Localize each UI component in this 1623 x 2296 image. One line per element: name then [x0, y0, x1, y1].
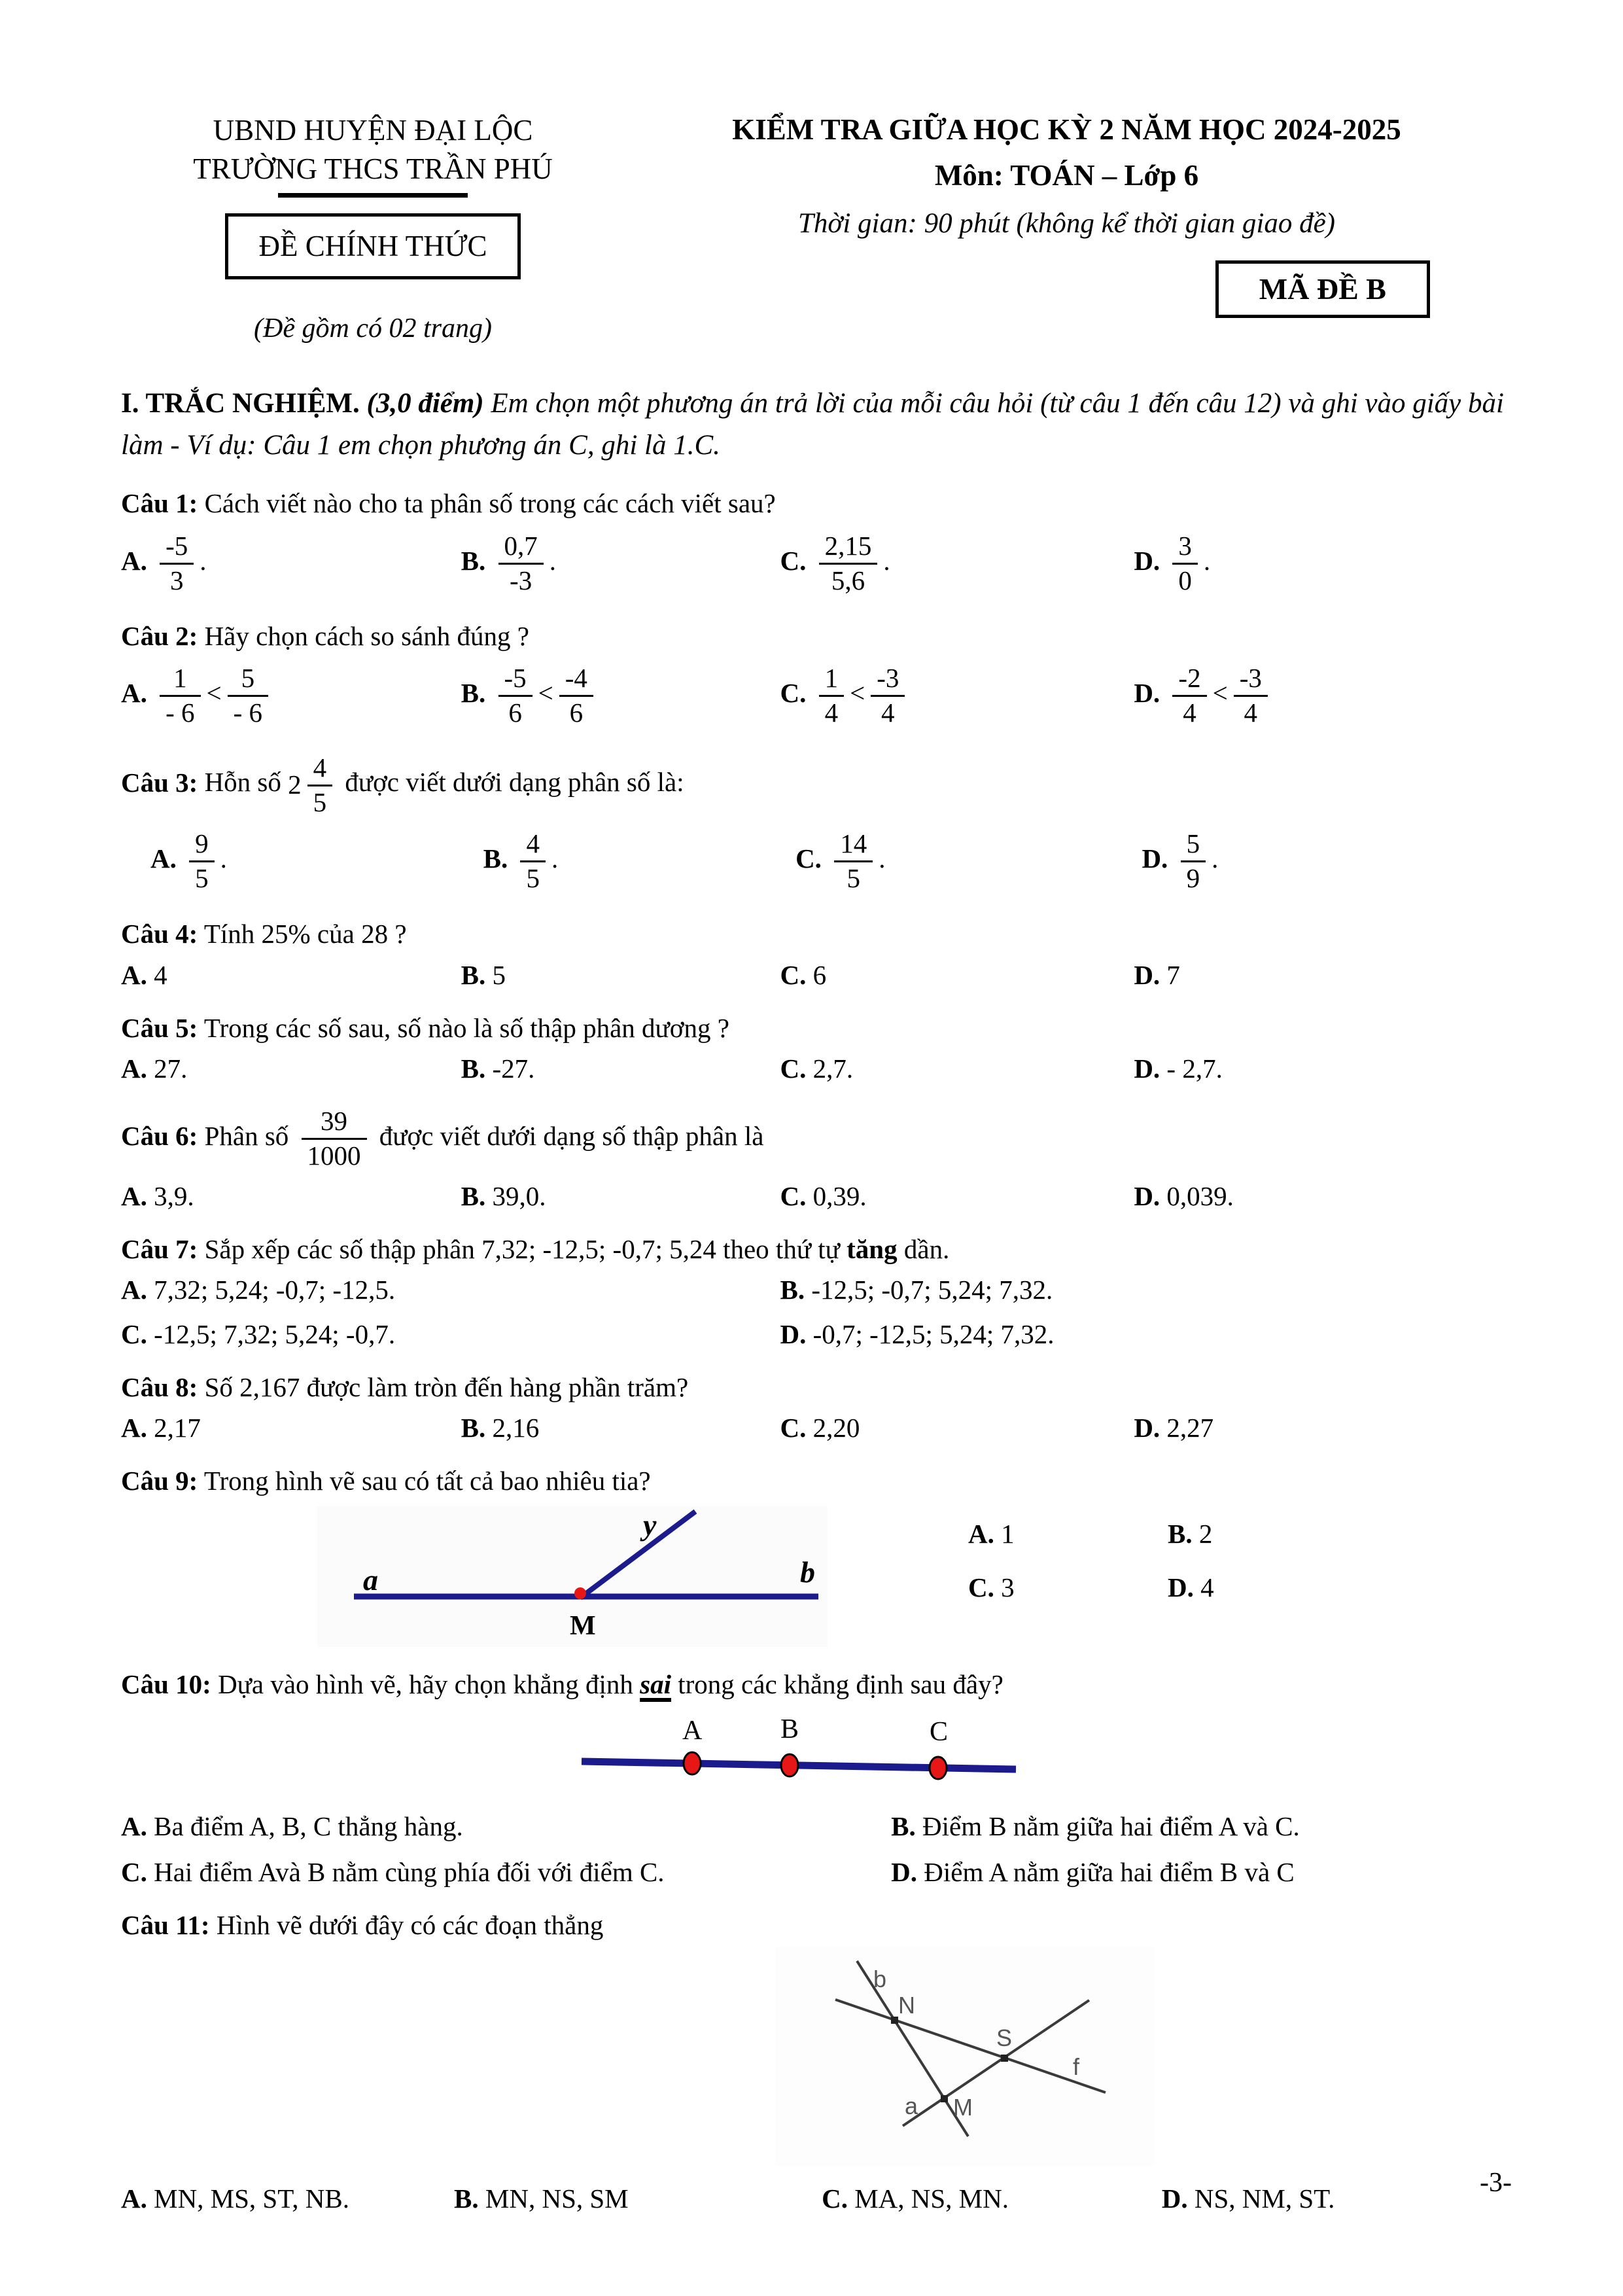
- option-key: B.: [454, 2183, 479, 2214]
- option-key: D.: [1134, 1053, 1161, 1084]
- option-key: C.: [780, 677, 807, 708]
- q3-options: [121, 826, 1509, 896]
- option-C: C. Hai điểm Avà B nằm cùng phía đối với điểm C.: [121, 1857, 665, 1888]
- q9-label: Câu 9:: [121, 1466, 198, 1496]
- option-C: C. $\frac{14}{5}$ .: [795, 828, 886, 894]
- option-B: B. 5: [461, 959, 506, 990]
- fraction: $\frac{1}{4}$: [819, 663, 845, 728]
- q2-text: Hãy chọn cách so sánh đúng ?: [204, 620, 529, 651]
- option-B: B. $\frac{-5}{6}$ < $\frac{-4}{6}$: [461, 661, 780, 731]
- q10-point-C: [930, 1757, 947, 1779]
- option-C: C. 6: [780, 959, 827, 990]
- fraction: $\frac{-5}{3}$: [160, 531, 194, 596]
- header-left: [121, 111, 625, 346]
- exam-title: KIỂM TRA GIỮA HỌC KỲ 2 NĂM HỌC 2024-2025: [732, 113, 1401, 146]
- option-key: B.: [483, 843, 508, 874]
- fraction: $\frac{2,15}{5,6}$: [819, 531, 878, 596]
- option-key: D.: [780, 1319, 807, 1350]
- q10-point-B: [781, 1754, 798, 1776]
- q10-label-B: B: [780, 1714, 799, 1745]
- option-C: C. 2,20: [780, 1413, 860, 1443]
- option-key: D.: [1134, 1413, 1161, 1443]
- question-1: [121, 486, 1509, 598]
- option-D: D. Điểm A nằm giữa hai điểm B và C: [891, 1857, 1295, 1888]
- q9-text: Trong hình vẽ sau có tất cả bao nhiêu tia?: [203, 1466, 651, 1496]
- q11-label-f: f: [1073, 2053, 1080, 2080]
- question-7: [121, 1231, 1509, 1350]
- option-A: A. $\frac{1}{- 6}$ < $\frac{5}{- 6}$: [121, 661, 461, 731]
- option-B: B. -12,5; -0,7; 5,24; 7,32.: [780, 1275, 1053, 1305]
- q9-options: [968, 1518, 1312, 1603]
- q10-label: Câu 10:: [121, 1669, 211, 1699]
- option-B: B. 2: [1168, 1518, 1213, 1549]
- option-key: A.: [150, 843, 177, 874]
- option-A: A. 4: [121, 959, 167, 990]
- section1-intro: [121, 383, 1509, 466]
- q6-text: Phân số $\frac{39}{1000}$ được viết dưới dạng số thập phân là: [204, 1105, 764, 1171]
- q4-text: Tính 25% của 28 ?: [203, 919, 407, 949]
- option-B: B. $\frac{4}{5}$ .: [483, 828, 559, 894]
- option-key: B.: [461, 1053, 486, 1084]
- option-key: C.: [795, 843, 822, 874]
- option-key: B.: [461, 545, 486, 576]
- fraction: $\frac{-3}{4}$: [871, 663, 905, 728]
- option-key: A.: [121, 1180, 147, 1211]
- question-11: [121, 1907, 1509, 2214]
- option-A: A. $\frac{9}{5}$ .: [150, 828, 227, 894]
- option-C: C. 3: [968, 1572, 1015, 1602]
- q9-ray-y: [580, 1511, 695, 1598]
- option-key: D.: [1134, 545, 1161, 576]
- option-B: B. -27.: [461, 1053, 535, 1084]
- option-key: A.: [121, 1413, 147, 1443]
- question-6: [121, 1104, 1509, 1212]
- fraction: $\frac{1}{- 6}$: [160, 663, 200, 728]
- option-A: A. 3,9.: [121, 1180, 194, 1211]
- q11-text: Hình vẽ dưới đây có các đoạn thẳng: [216, 1910, 604, 1941]
- q10-text: Dựa vào hình vẽ, hãy chọn khẳng định sai trong các khẳng định sau đây?: [218, 1669, 1003, 1699]
- option-key: B.: [461, 1180, 486, 1211]
- q8-label: Câu 8:: [121, 1372, 198, 1403]
- option-key: B.: [891, 1811, 916, 1842]
- q7-options: [121, 1274, 1509, 1350]
- option-key: A.: [121, 959, 147, 990]
- q10-point-A: [684, 1752, 701, 1775]
- option-key: B.: [461, 959, 486, 990]
- option-key: C.: [121, 1857, 147, 1888]
- q4-label: Câu 4:: [121, 919, 198, 949]
- q11-point-S: [1001, 2055, 1008, 2062]
- q11-point-M: [941, 2095, 948, 2102]
- option-A: A. MN, MS, ST, NB.: [121, 2183, 349, 2214]
- option-key: C.: [780, 1413, 807, 1443]
- option-key: C.: [822, 2183, 848, 2214]
- option-key: D.: [1134, 677, 1161, 708]
- option-key: A.: [121, 1811, 147, 1842]
- option-D: D. $\frac{5}{9}$ .: [1142, 828, 1219, 894]
- mixed-number-whole: 2: [288, 769, 302, 800]
- q11-label-M: M: [953, 2093, 973, 2121]
- option-D: D. - 2,7.: [1134, 1053, 1223, 1084]
- exam-header: [121, 111, 1509, 346]
- q8-text: Số 2,167 được làm tròn đến hàng phần trăm?: [204, 1372, 689, 1403]
- option-key: D.: [1168, 1572, 1194, 1602]
- option-key: A.: [121, 1053, 147, 1084]
- fraction: $\frac{0,7}{-3}$: [498, 531, 544, 596]
- page-number: -3-: [1480, 2168, 1512, 2198]
- fraction: $\frac{4}{5}$: [307, 753, 333, 818]
- option-C: C. 0,39.: [780, 1180, 867, 1211]
- fraction: $\frac{14}{5}$: [834, 829, 873, 894]
- option-key: B.: [780, 1275, 805, 1305]
- option-key: C.: [780, 959, 807, 990]
- q1-options: [121, 529, 1509, 599]
- option-D: D. $\frac{3}{0}$ .: [1134, 530, 1211, 595]
- q4-options: [121, 959, 1509, 991]
- option-key: C.: [780, 545, 807, 576]
- q11-label-a: a: [905, 2092, 918, 2119]
- question-3: [121, 751, 1509, 897]
- option-key: D.: [1134, 959, 1161, 990]
- option-A: A. Ba điểm A, B, C thẳng hàng.: [121, 1811, 463, 1842]
- option-A: A. $\frac{-5}{3}$ .: [121, 530, 207, 595]
- q7-label: Câu 7:: [121, 1233, 198, 1264]
- option-key: A.: [121, 545, 147, 576]
- q3-text: Hỗn số 2 $\frac{4}{5}$ được viết dưới dạng phân số là:: [204, 752, 684, 817]
- fraction: $\frac{3}{0}$: [1172, 531, 1198, 596]
- q11-options: [121, 2183, 1509, 2214]
- option-C: C. $\frac{2,15}{5,6}$ .: [780, 530, 890, 595]
- q11-label-b: b: [873, 1965, 887, 1992]
- q2-label: Câu 2:: [121, 620, 198, 651]
- q11-line-f: [835, 2000, 1106, 2093]
- option-B: B. MN, NS, SM: [454, 2183, 629, 2214]
- option-A: A. 27.: [121, 1053, 188, 1084]
- q9-label-y: y: [643, 1508, 657, 1542]
- q5-options: [121, 1053, 1509, 1084]
- q11-label: Câu 11:: [121, 1910, 210, 1941]
- option-key: B.: [461, 677, 486, 708]
- org-line2: TRƯỜNG THCS TRẦN PHÚ: [193, 152, 553, 185]
- q9-label-a: a: [363, 1563, 378, 1597]
- option-key: D.: [1161, 2183, 1188, 2214]
- option-key: A.: [121, 1275, 147, 1305]
- q6-options: [121, 1180, 1509, 1212]
- fraction: $\frac{39}{1000}$: [302, 1106, 367, 1171]
- q10-figure-collinear-points: [572, 1712, 1030, 1793]
- q10-options: [121, 1810, 1509, 1888]
- fraction: $\frac{4}{5}$: [520, 829, 546, 894]
- option-C: C. MA, NS, MN.: [822, 2183, 1009, 2214]
- q5-label: Câu 5:: [121, 1012, 198, 1043]
- option-key: B.: [461, 1413, 486, 1443]
- section1-instructions: Em chọn một phương án trả lời của mỗi câu hỏi (từ câu 1 đến câu 12) và ghi vào giấy bài làm - Ví dụ: Câu 1 em chọn phương án C, ghi là 1.C.: [121, 388, 1504, 461]
- fraction: $\frac{-5}{6}$: [498, 663, 532, 728]
- q9-point-M: [574, 1587, 586, 1599]
- official-exam-box: ĐỀ CHÍNH THỨC: [225, 213, 520, 279]
- q5-text: Trong các số sau, số nào là số thập phân dương ?: [203, 1012, 729, 1043]
- option-key: D.: [891, 1857, 917, 1888]
- pages-note: (Đề gồm có 02 trang): [254, 313, 492, 344]
- section1-heading: I. TRẮC NGHIỆM.: [121, 388, 360, 419]
- question-5: [121, 1010, 1509, 1084]
- option-B: B. 2,16: [461, 1413, 540, 1443]
- option-D: D. $\frac{-2}{4}$ < $\frac{-3}{4}$: [1134, 661, 1509, 731]
- section1-points: (3,0 điểm): [366, 388, 484, 419]
- option-B: B. Điểm B nằm giữa hai điểm A và C.: [891, 1811, 1300, 1842]
- option-D: D. 2,27: [1134, 1413, 1214, 1443]
- question-4: [121, 916, 1509, 990]
- option-B: B. 39,0.: [461, 1180, 546, 1211]
- q11-line-a: [903, 2000, 1089, 2126]
- exam-code-box: MÃ ĐỀ B: [1215, 260, 1430, 318]
- q11-label-S: S: [996, 2024, 1013, 2051]
- option-key: C.: [780, 1180, 807, 1211]
- option-C: C. $\frac{1}{4}$ < $\frac{-3}{4}$: [780, 661, 1134, 731]
- option-D: D. NS, NM, ST.: [1161, 2183, 1335, 2214]
- option-key: D.: [1134, 1180, 1161, 1211]
- option-key: C.: [968, 1572, 994, 1602]
- question-2: [121, 618, 1509, 731]
- exam-subject: Môn: TOÁN – Lớp 6: [934, 159, 1199, 192]
- q9-figure-rays: [317, 1506, 828, 1647]
- option-B: B. $\frac{0,7}{-3}$ .: [461, 530, 556, 595]
- question-8: [121, 1369, 1509, 1443]
- fraction: $\frac{-3}{4}$: [1234, 663, 1268, 728]
- q1-text: Cách viết nào cho ta phân số trong các cách viết sau?: [204, 488, 776, 519]
- option-D: D. 4: [1168, 1572, 1214, 1602]
- q1-label: Câu 1:: [121, 488, 198, 519]
- q7-text: Sắp xếp các số thập phân 7,32; -12,5; -0,7; 5,24 theo thứ tự tăng dần.: [204, 1233, 950, 1264]
- q9-label-b: b: [800, 1555, 815, 1589]
- q9-label-M: M: [570, 1610, 596, 1641]
- org-line1: UBND HUYỆN ĐẠI LỘC: [213, 114, 533, 147]
- question-9: [121, 1463, 1509, 1646]
- q10-label-A: A: [682, 1716, 703, 1746]
- fraction: $\frac{5}{9}$: [1181, 829, 1206, 894]
- fraction: $\frac{-4}{6}$: [559, 663, 593, 728]
- q8-options: [121, 1412, 1509, 1443]
- fraction: $\frac{-2}{4}$: [1172, 663, 1206, 728]
- option-key: C.: [121, 1319, 147, 1350]
- option-key: A.: [968, 1518, 994, 1549]
- q11-point-N: [891, 2017, 898, 2024]
- option-D: D. 7: [1134, 959, 1180, 990]
- option-C: C. -12,5; 7,32; 5,24; -0,7.: [121, 1319, 396, 1350]
- option-key: D.: [1142, 843, 1168, 874]
- option-A: A. 7,32; 5,24; -0,7; -12,5.: [121, 1275, 396, 1305]
- option-A: A. 2,17: [121, 1413, 201, 1443]
- q6-label: Câu 6:: [121, 1120, 198, 1151]
- option-key: B.: [1168, 1518, 1193, 1549]
- fraction: $\frac{5}{- 6}$: [228, 663, 268, 728]
- option-D: D. 0,039.: [1134, 1180, 1234, 1211]
- q2-options: [121, 661, 1509, 731]
- q11-figure-segments: [775, 1947, 1155, 2166]
- org-underline: [278, 193, 468, 198]
- option-D: D. -0,7; -12,5; 5,24; 7,32.: [780, 1319, 1055, 1350]
- option-key: C.: [780, 1053, 807, 1084]
- option-key: A.: [121, 677, 147, 708]
- option-A: A. 1: [968, 1518, 1015, 1549]
- option-key: A.: [121, 2183, 147, 2214]
- header-right: [625, 111, 1509, 346]
- q10-label-C: C: [930, 1717, 949, 1748]
- fraction: $\frac{9}{5}$: [189, 829, 215, 894]
- q11-label-N: N: [898, 1991, 915, 2019]
- exam-duration: Thời gian: 90 phút (không kể thời gian giao đề): [798, 207, 1335, 239]
- question-10: [121, 1667, 1509, 1888]
- option-C: C. 2,7.: [780, 1053, 854, 1084]
- q3-label: Câu 3:: [121, 767, 198, 798]
